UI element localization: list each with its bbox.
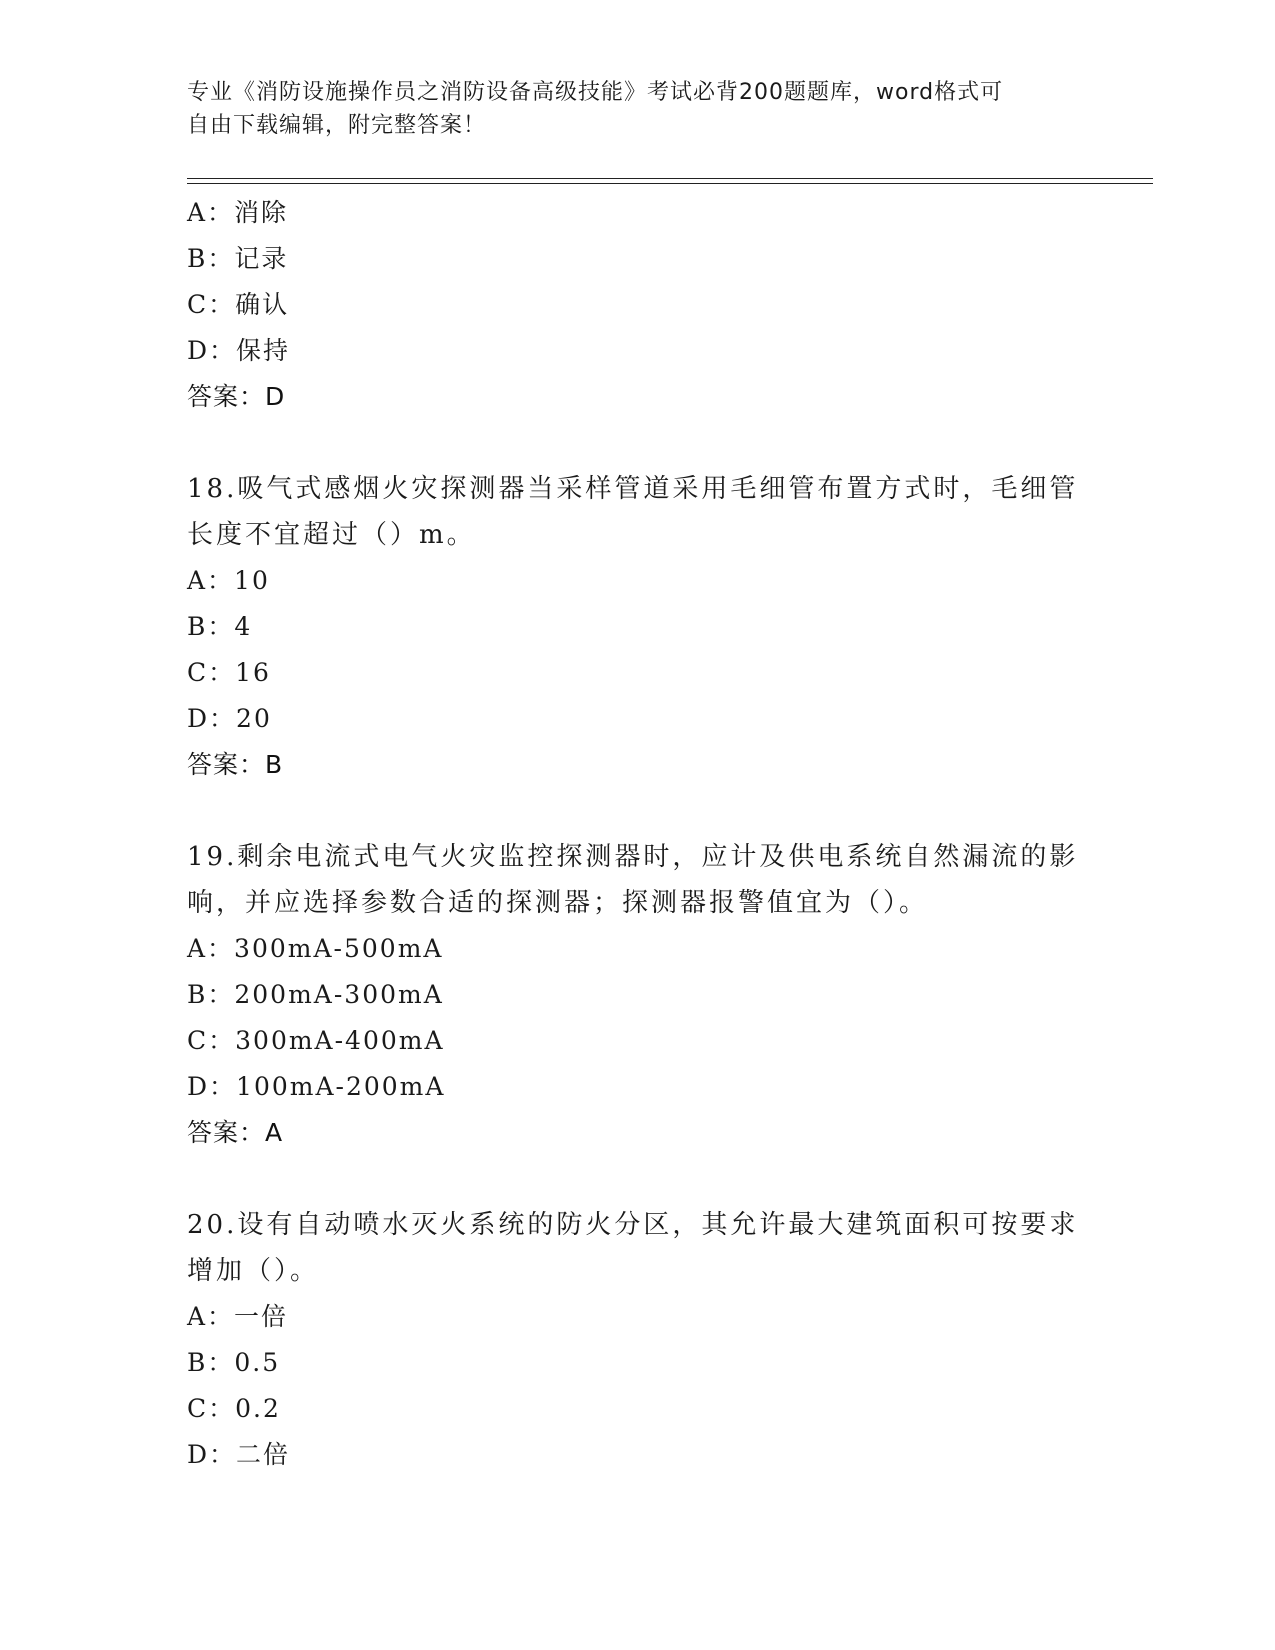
option-d: D：二倍 — [187, 1440, 291, 1469]
question-17 — [187, 190, 1087, 420]
question-text-line-1: 20.设有自动喷水灭火系统的防火分区，其允许最大建筑面积可按要求 — [187, 1210, 1079, 1240]
question-text-line-2: 增加（）。 — [187, 1256, 320, 1286]
answer-line: 答案：A — [187, 1118, 284, 1147]
question-20 — [187, 1202, 1087, 1478]
question-text-line-2: 响，并应选择参数合适的探测器；探测器报警值宜为（）。 — [187, 888, 929, 918]
question-text-line-2: 长度不宜超过（）m。 — [187, 520, 476, 550]
question-19 — [187, 834, 1087, 1156]
header-divider-top — [187, 178, 1153, 179]
option-a: A：消除 — [187, 198, 289, 227]
option-d: D：100mA-200mA — [187, 1072, 446, 1101]
option-b: B：0.5 — [187, 1348, 281, 1377]
option-b: B：4 — [187, 612, 253, 641]
question-text-line-1: 19.剩余电流式电气火灾监控探测器时，应计及供电系统自然漏流的影 — [187, 842, 1079, 872]
document-header — [187, 76, 1087, 142]
question-list — [187, 190, 1087, 1478]
header-line-1: 专业《消防设施操作员之消防设备高级技能》考试必背200题题库，word格式可 — [187, 80, 1004, 105]
header-divider-bottom — [187, 183, 1153, 184]
question-text-line-1: 18.吸气式感烟火灾探测器当采样管道采用毛细管布置方式时，毛细管 — [187, 474, 1079, 504]
option-b: B：记录 — [187, 244, 289, 273]
option-c: C：确认 — [187, 290, 290, 319]
option-a: A：一倍 — [187, 1302, 289, 1331]
option-c: C：16 — [187, 658, 271, 687]
option-c: C：300mA-400mA — [187, 1026, 445, 1055]
option-b: B：200mA-300mA — [187, 980, 444, 1009]
header-line-2: 自由下载编辑，附完整答案！ — [187, 113, 487, 138]
question-18 — [187, 466, 1087, 788]
option-d: D：保持 — [187, 336, 291, 365]
option-d: D：20 — [187, 704, 272, 733]
answer-line: 答案：D — [187, 382, 286, 411]
answer-line: 答案：B — [187, 750, 284, 779]
option-a: A：10 — [187, 566, 270, 595]
option-a: A：300mA-500mA — [187, 934, 444, 963]
option-c: C：0.2 — [187, 1394, 281, 1423]
